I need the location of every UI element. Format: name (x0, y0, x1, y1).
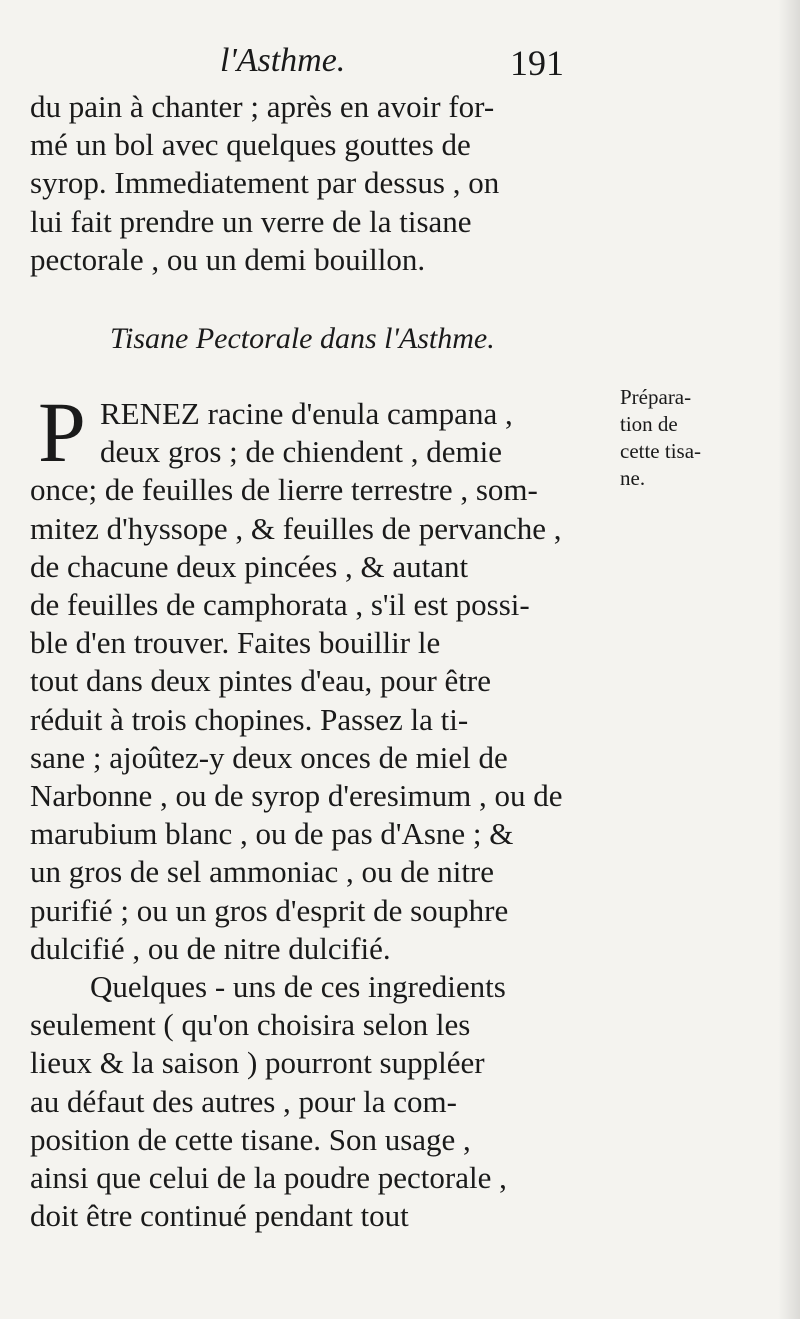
text-line: position de cette tisane. Son usage , (30, 1121, 471, 1157)
margin-note-line: tion de (620, 412, 678, 436)
page-number: 191 (510, 43, 564, 83)
text-line: de chacune deux pincées , & autant (30, 548, 469, 584)
recipe-paragraph (30, 384, 600, 968)
text-line: Quelques - uns de ces ingredients (90, 969, 506, 1005)
running-head (0, 42, 800, 88)
text-line: lui fait prendre un verre de la tisane (30, 203, 472, 239)
margin-note-line: ne. (620, 466, 646, 490)
main-text-column (30, 88, 600, 1235)
text-line: mitez d'hyssope , & feuilles de pervanche , (30, 510, 562, 546)
running-title: l'Asthme. (220, 42, 346, 79)
text-line: au défaut des autres , pour la com- (30, 1083, 457, 1119)
text-line: réduit à trois chopines. Passez la ti- (30, 701, 469, 737)
section-heading: Tisane Pectorale dans l'Asthme. (110, 322, 495, 356)
text-line: deux gros ; de chiendent , demie (100, 434, 503, 470)
text-line: ainsi que celui de la poudre pectorale , (30, 1160, 507, 1196)
text-line: ble d'en trouver. Faites bouillir le (30, 625, 441, 661)
page-edge-shadow (778, 0, 800, 1319)
text-line: tout dans deux pintes d'eau, pour être (30, 663, 491, 699)
text-line: RENEZ racine d'enula campana , (100, 396, 513, 432)
text-line: syrop. Immediatement par dessus , on (30, 165, 500, 201)
text-line: mé un bol avec quelques gouttes de (30, 127, 471, 163)
margin-note-line: cette tisa- (620, 439, 702, 463)
text-line: purifié ; ou un gros d'esprit de souphre (30, 892, 509, 928)
text-line: un gros de sel ammoniac , ou de nitre (30, 854, 495, 890)
margin-note-line: Prépara- (620, 385, 692, 409)
top-paragraph (30, 88, 600, 279)
text-line: Narbonne , ou de syrop d'eresimum , ou de (30, 778, 563, 814)
text-line: dulcifié , ou de nitre dulcifié. (30, 930, 391, 966)
text-line: du pain à chanter ; après en avoir for- (30, 89, 495, 124)
text-line: pectorale , ou un demi bouillon. (30, 241, 426, 277)
closing-paragraph (30, 968, 600, 1235)
text-line: de feuilles de camphorata , s'il est possi- (30, 587, 530, 623)
text-line: doit être continué pendant tout (30, 1198, 409, 1234)
text-line: once; de feuilles de lierre terrestre , som- (30, 472, 538, 508)
drop-cap: P (38, 384, 86, 481)
margin-note (620, 384, 740, 492)
text-line: seulement ( qu'on choisira selon les (30, 1007, 471, 1043)
text-line: sane ; ajoûtez-y deux onces de miel de (30, 739, 508, 775)
text-line: marubium blanc , ou de pas d'Asne ; & (30, 816, 514, 852)
text-line: lieux & la saison ) pourront suppléer (30, 1045, 485, 1081)
